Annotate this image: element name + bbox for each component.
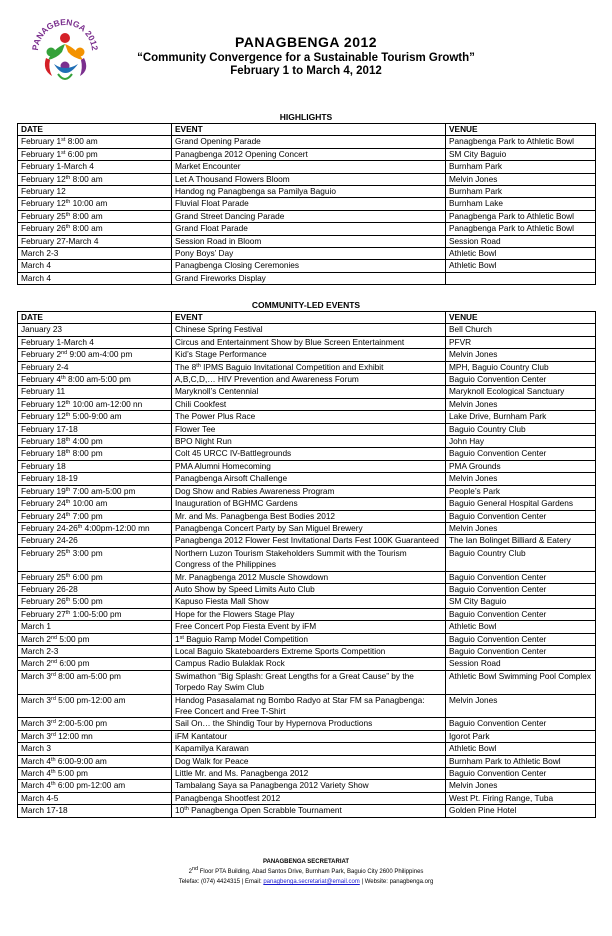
table-row [18,485,596,497]
cell-date: February 25th 3:00 pm [18,547,172,571]
cell-date: March 4th 5:00 pm [18,768,172,780]
table-row [18,386,596,398]
table-row [18,349,596,361]
cell-event: Tambalang Saya sa Panagbenga 2012 Variety Show [172,780,446,792]
cell-venue: Baguio Convention Center [446,633,596,645]
cell-event: Panagbenga 2012 Opening Concert [172,148,446,160]
cell-venue: Session Road [446,658,596,670]
table-row [18,411,596,423]
cell-event: Maryknoll’s Centennial [172,386,446,398]
cell-venue: Melvin Jones [446,694,596,718]
cell-venue: Panagbenga Park to Athletic Bowl [446,210,596,222]
cell-date: March 3 [18,743,172,755]
cell-event: Grand Street Dancing Parade [172,210,446,222]
table-row [18,730,596,742]
footer [0,857,612,887]
cell-event: Local Baguio Skateboarders Extreme Sports Competition [172,645,446,657]
cell-event: Kapamilya Karawan [172,743,446,755]
cell-event: Grand Float Parade [172,223,446,235]
cell-event: Dog Show and Rabies Awareness Program [172,485,446,497]
table-row [18,210,596,222]
cell-venue: SM City Baguio [446,596,596,608]
cell-venue: Panagbenga Park to Athletic Bowl [446,223,596,235]
table-row [18,645,596,657]
cell-venue: Maryknoll Ecological Sanctuary [446,386,596,398]
cell-event: Dog Walk for Peace [172,755,446,767]
footer-secretariat: PANAGBENGA SECRETARIAT [262,859,350,865]
cell-venue: Burnham Park [446,186,596,198]
logo-text: PANAGBENGA 2012 [29,16,101,52]
cell-event: Kapuso Fiesta Mall Show [172,596,446,608]
cell-date: February 27th 1:00-5:00 pm [18,608,172,620]
cell-event: Swimathon “Big Splash: Great Lengths for a Great Cause” by the Torpedo Ray Swim Club [172,670,446,694]
cell-venue: West Pt. Firing Range, Tuba [446,792,596,804]
cell-event: 1st Baguio Ramp Model Competition [172,633,446,645]
column-header-venue: VENUE [446,312,596,324]
document-title: PANAGBENGA 2012 [234,34,378,50]
highlights-title: HIGHLIGHTS [279,112,333,122]
table-row [18,398,596,410]
panagbenga-logo [24,8,106,90]
cell-date: February 17-18 [18,423,172,435]
cell-venue: Bell Church [446,324,596,336]
cell-date: March 3rd 12:00 mn [18,730,172,742]
community-events-title: COMMUNITY-LED EVENTS [251,300,361,310]
cell-event: Panagbenga Concert Party by San Miguel Brewery [172,522,446,534]
cell-venue: Burnham Lake [446,198,596,210]
cell-date: March 1 [18,621,172,633]
cell-event: Campus Radio Bulaklak Rock [172,658,446,670]
footer-website: | Website: panagbenga.org [359,879,434,885]
cell-date: March 3rd 5:00 pm-12:00 am [18,694,172,718]
cell-venue: Baguio Convention Center [446,374,596,386]
cell-venue: Melvin Jones [446,398,596,410]
footer-contact [0,877,612,887]
column-header-event: EVENT [172,312,446,324]
cell-date: February 24-26th 4:00pm-12:00 mn [18,522,172,534]
cell-date: February 24th 10:00 am [18,498,172,510]
cell-event: Grand Opening Parade [172,136,446,148]
table-row [18,658,596,670]
cell-event: Pony Boys’ Day [172,248,446,260]
table-row [18,780,596,792]
cell-venue: Melvin Jones [446,522,596,534]
cell-venue: Session Road [446,235,596,247]
cell-venue: Baguio Convention Center [446,608,596,620]
table-row [18,535,596,547]
cell-date: February 24th 7:00 pm [18,510,172,522]
cell-event: Hope for the Flowers Stage Play [172,608,446,620]
cell-date: March 4 [18,260,172,272]
document-subtitle: “Community Convergence for a Sustainable Tourism Growth” [137,52,475,64]
cell-date: March 2nd 6:00 pm [18,658,172,670]
highlights-table [17,123,596,285]
cell-venue: Baguio Convention Center [446,571,596,583]
cell-date: February 19th 7:00 am-5:00 pm [18,485,172,497]
cell-date: February 18th 8:00 pm [18,448,172,460]
cell-event: BPO Night Run [172,436,446,448]
cell-date: February 26-28 [18,583,172,595]
cell-event: Chili Cookfest [172,398,446,410]
cell-event: Panagbenga Airsoft Challenge [172,473,446,485]
cell-date: March 4th 6:00 pm-12:00 am [18,780,172,792]
cell-event: Kid’s Stage Performance [172,349,446,361]
cell-event: Let A Thousand Flowers Bloom [172,173,446,185]
cell-venue: Baguio Convention Center [446,645,596,657]
cell-venue: MPH, Baguio Country Club [446,361,596,373]
cell-event: Flower Tee [172,423,446,435]
cell-date: March 2-3 [18,645,172,657]
cell-venue: Athletic Bowl [446,248,596,260]
cell-date: February 25th 8:00 am [18,210,172,222]
cell-event: Colt 45 URCC IV-Battlegrounds [172,448,446,460]
cell-venue: Baguio Country Club [446,547,596,571]
cell-venue: Baguio Convention Center [446,718,596,730]
table-row [18,633,596,645]
cell-venue: SM City Baguio [446,148,596,160]
cell-event: Session Road in Bloom [172,235,446,247]
cell-venue: Baguio Convention Center [446,768,596,780]
cell-event: Fluvial Float Parade [172,198,446,210]
cell-date: February 2nd 9:00 am-4:00 pm [18,349,172,361]
cell-date: February 18 [18,460,172,472]
cell-date: February 1st 6:00 pm [18,148,172,160]
table-row [18,792,596,804]
cell-date: February 1st 8:00 am [18,136,172,148]
cell-event: Circus and Entertainment Show by Blue Screen Entertainment [172,336,446,348]
cell-venue: Melvin Jones [446,780,596,792]
cell-event: PMA Alumni Homecoming [172,460,446,472]
cell-event: Free Concert Pop Fiesta Event by iFM [172,621,446,633]
cell-event: Chinese Spring Festival [172,324,446,336]
cell-event: The 8th IPMS Baguio Invitational Competition and Exhibit [172,361,446,373]
column-header-date: DATE [18,124,172,136]
cell-event: Handog Pasasalamat ng Bombo Radyo at Star FM sa Panagbenga: Free Concert and Free T-Shirt [172,694,446,718]
table-row [18,510,596,522]
cell-venue: Baguio General Hospital Gardens [446,498,596,510]
table-header-row [18,312,596,324]
table-row [18,223,596,235]
cell-venue: The Ian Bolinget Billiard & Eatery [446,535,596,547]
table-row [18,583,596,595]
cell-venue: Burnham Park to Athletic Bowl [446,755,596,767]
footer-telefax: Telefax: (074) 4424315 | Email: [178,879,264,885]
cell-event: Market Encounter [172,161,446,173]
table-row [18,186,596,198]
cell-event: Mr. Panagbenga 2012 Muscle Showdown [172,571,446,583]
column-header-date: DATE [18,312,172,324]
cell-venue [446,272,596,284]
cell-date: February 26th 8:00 am [18,223,172,235]
cell-date: February 12th 5:00-9:00 am [18,411,172,423]
cell-venue: People’s Park [446,485,596,497]
cell-event: 10th Panagbenga Open Scrabble Tournament [172,805,446,817]
table-row [18,374,596,386]
cell-date: February 12th 8:00 am [18,173,172,185]
cell-event: Panagbenga Shootfest 2012 [172,792,446,804]
table-row [18,448,596,460]
table-row [18,436,596,448]
table-row [18,522,596,534]
cell-venue: Baguio Convention Center [446,583,596,595]
cell-event: Handog ng Panagbenga sa Pamilya Baguio [172,186,446,198]
cell-date: March 4th 6:00-9:00 am [18,755,172,767]
table-row [18,136,596,148]
table-row [18,768,596,780]
table-row [18,460,596,472]
table-row [18,361,596,373]
cell-venue: Baguio Convention Center [446,448,596,460]
community-events-table [17,311,596,818]
footer-address: 2nd Floor PTA Building, Abad Santos Drive, Burnham Park, Baguio City 2600 Philippines [188,866,424,875]
cell-date: March 3rd 8:00 am-5:00 pm [18,670,172,694]
footer-email-link[interactable]: panagbenga.secretariat@email.com [263,879,360,885]
table-row [18,235,596,247]
cell-venue: Melvin Jones [446,473,596,485]
cell-event: Grand Fireworks Display [172,272,446,284]
cell-date: March 17-18 [18,805,172,817]
table-row [18,805,596,817]
cell-date: January 23 [18,324,172,336]
table-row [18,248,596,260]
cell-venue: Burnham Park [446,161,596,173]
cell-date: February 25th 6:00 pm [18,571,172,583]
document-header [120,34,492,78]
table-row [18,260,596,272]
document-dates: February 1 to March 4, 2012 [230,65,382,77]
cell-venue: Athletic Bowl [446,621,596,633]
cell-venue: Melvin Jones [446,173,596,185]
cell-date: February 24-26 [18,535,172,547]
table-row [18,718,596,730]
cell-date: February 12th 10:00 am [18,198,172,210]
table-row [18,571,596,583]
cell-venue: Baguio Convention Center [446,510,596,522]
table-row [18,473,596,485]
cell-date: February 27-March 4 [18,235,172,247]
table-row [18,743,596,755]
cell-date: February 2-4 [18,361,172,373]
cell-venue: Athletic Bowl [446,743,596,755]
cell-event: Panagbenga Closing Ceremonies [172,260,446,272]
cell-venue: Baguio Country Club [446,423,596,435]
table-row [18,336,596,348]
cell-date: March 4-5 [18,792,172,804]
cell-event: Little Mr. and Ms. Panagbenga 2012 [172,768,446,780]
cell-venue: Lake Drive, Burnham Park [446,411,596,423]
cell-date: February 12 [18,186,172,198]
cell-venue: Melvin Jones [446,349,596,361]
cell-date: February 11 [18,386,172,398]
cell-date: February 12th 10:00 am-12:00 nn [18,398,172,410]
table-header-row [18,124,596,136]
table-row [18,547,596,571]
cell-venue: Panagbenga Park to Athletic Bowl [446,136,596,148]
cell-event: Mr. and Ms. Panagbenga Best Bodies 2012 [172,510,446,522]
cell-event: A,B,C,D,… HIV Prevention and Awareness Forum [172,374,446,386]
column-header-event: EVENT [172,124,446,136]
cell-event: iFM Kantatour [172,730,446,742]
table-row [18,694,596,718]
table-row [18,272,596,284]
table-row [18,755,596,767]
table-row [18,670,596,694]
cell-date: February 1-March 4 [18,161,172,173]
cell-event: Northern Luzon Tourism Stakeholders Summit with the Tourism Congress of the Philippines [172,547,446,571]
table-row [18,324,596,336]
cell-venue: John Hay [446,436,596,448]
table-row [18,173,596,185]
cell-venue: Athletic Bowl Swimming Pool Complex [446,670,596,694]
cell-date: February 18-19 [18,473,172,485]
cell-event: The Power Plus Race [172,411,446,423]
cell-venue: Athletic Bowl [446,260,596,272]
table-row [18,148,596,160]
cell-date: March 3rd 2:00-5:00 pm [18,718,172,730]
cell-event: Sail On… the Shindig Tour by Hypernova Productions [172,718,446,730]
table-row [18,596,596,608]
table-row [18,498,596,510]
cell-venue: Igorot Park [446,730,596,742]
column-header-venue: VENUE [446,124,596,136]
table-row [18,621,596,633]
cell-date: March 4 [18,272,172,284]
cell-date: March 2-3 [18,248,172,260]
cell-event: Inauguration of BGHMC Gardens [172,498,446,510]
cell-event: Panagbenga 2012 Flower Fest Invitational Darts Fest 100K Guaranteed [172,535,446,547]
cell-venue: Golden Pine Hotel [446,805,596,817]
cell-date: February 26th 5:00 pm [18,596,172,608]
cell-date: March 2nd 5:00 pm [18,633,172,645]
table-row [18,161,596,173]
table-row [18,198,596,210]
cell-venue: PMA Grounds [446,460,596,472]
cell-event: Auto Show by Speed Limits Auto Club [172,583,446,595]
cell-date: February 18th 4:00 pm [18,436,172,448]
cell-date: February 1-March 4 [18,336,172,348]
cell-venue: PFVR [446,336,596,348]
table-row [18,608,596,620]
table-row [18,423,596,435]
cell-date: February 4th 8:00 am-5:00 pm [18,374,172,386]
